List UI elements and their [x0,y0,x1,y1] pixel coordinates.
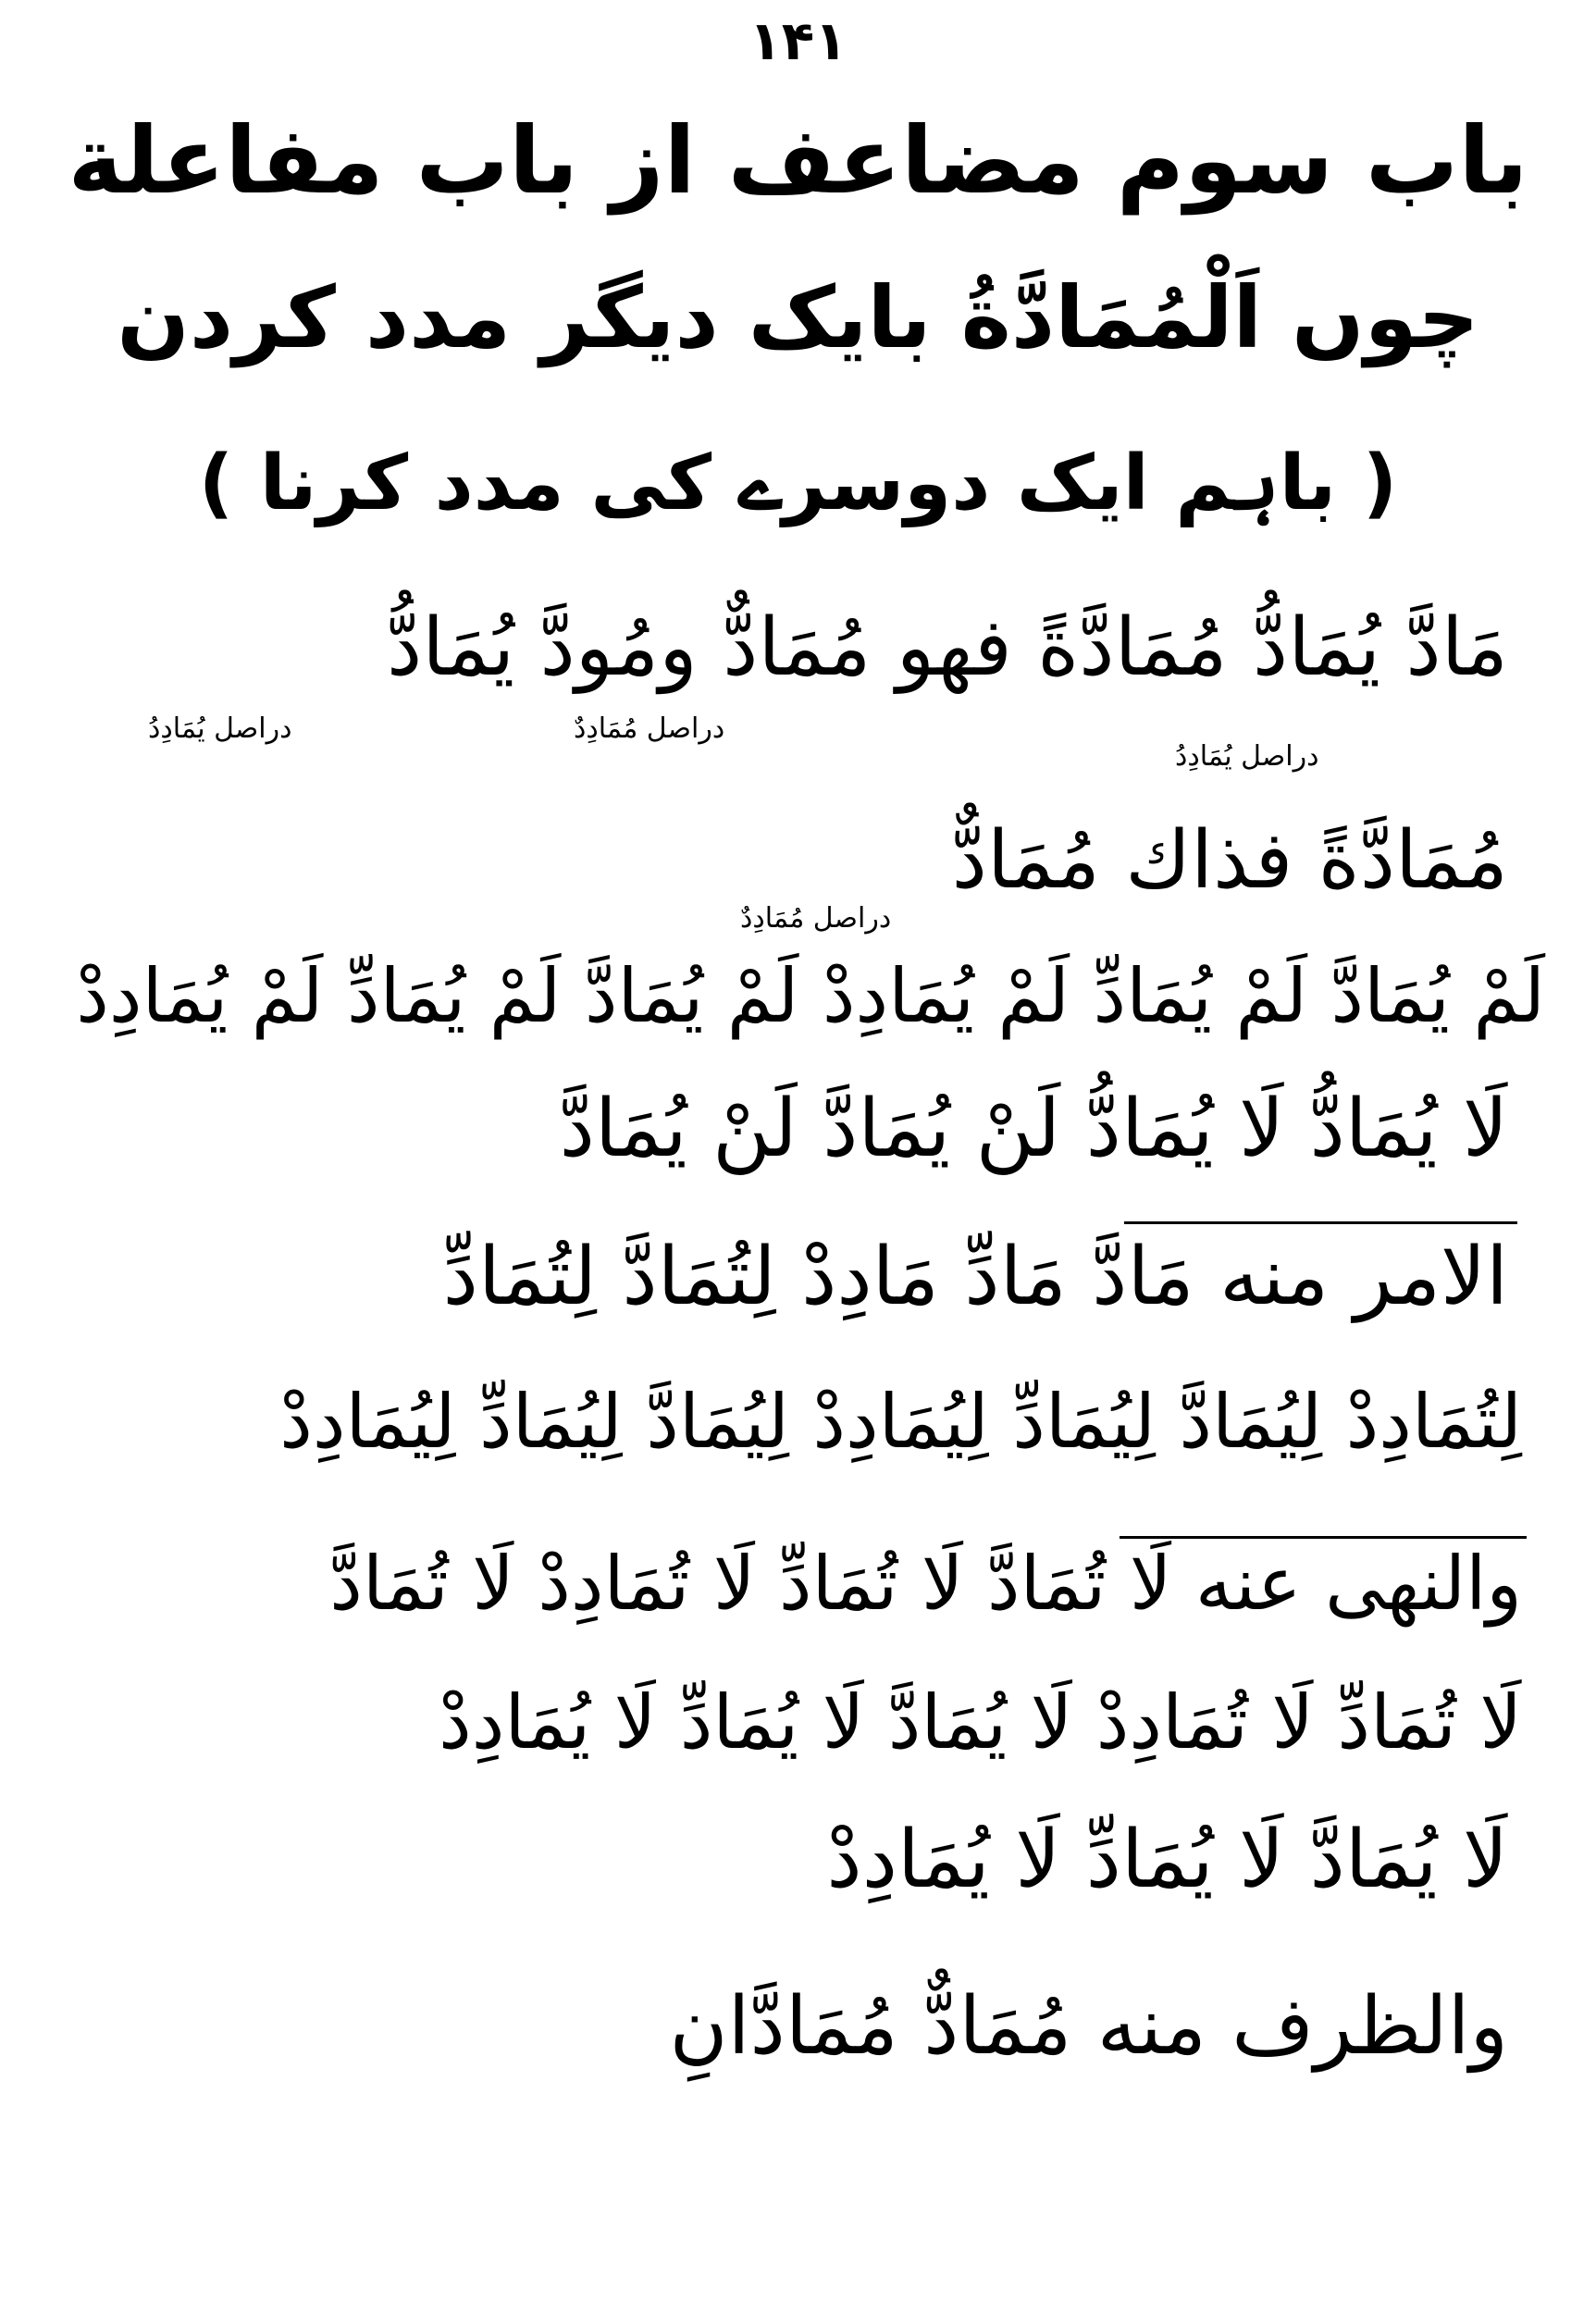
margin-note-4: دراصل مُمَادِدٌ [740,902,892,935]
text-line-6: لِتُمَادِدْ لِيُمَادَّ لِيُمَادِّ لِيُمَادِدْ لِيُمَادَّ لِيُمَادِّ لِيُمَادِدْ [279,1379,1522,1465]
text-line-9: لَا يُمَادَّ لَا يُمَادِّ لَا يُمَادِدْ [826,1814,1508,1906]
text-line-1: مَادَّ يُمَادُّ مُمَادَّةً فهو مُمَادٌّ ومُودَّ يُمَادُّ [386,601,1508,694]
text-line-4: لَا يُمَادُّ لَا يُمَادُّ لَنْ يُمَادَّ لَنْ يُمَادَّ [559,1083,1508,1175]
margin-note-1: دراصل يُمَادِدُ [148,712,292,745]
page-number: ۱۴۱ [749,9,847,72]
text-line-7: والنهى عنه لَا تُمَادَّ لَا تُمَادِّ لَا تُمَادِدْ لَا تُمَادَّ [329,1541,1522,1627]
text-line-8: لَا تُمَادِّ لَا تُمَادِدْ لَا يُمَادَّ لَا يُمَادِّ لَا يُمَادِدْ [439,1679,1522,1765]
text-line-10: والظرف منه مُمَادٌّ مُمَادَّانِ [669,1980,1508,2073]
margin-note-2: دراصل مُمَادِدٌ [574,712,725,745]
chapter-subtitle: چوں اَلْمُمَادَّةُ بایک دیگر مدد کردن [117,268,1479,367]
chapter-translation: ( باہم ایک دوسرے کی مدد کرنا ) [198,440,1398,527]
divider-rule-1 [1124,1221,1517,1224]
text-line-3: لَمْ يُمَادَّ لَمْ يُمَادِّ لَمْ يُمَادِدْ لَمْ يُمَادَّ لَمْ يُمَادِّ لَمْ يُمَادِدْ [76,953,1545,1039]
chapter-title: باب سوم مضاعف از باب مفاعلة [68,106,1528,215]
text-line-5: الامر منه مَادَّ مَادِّ مَادِدْ لِتُمَادَّ لِتُمَادِّ [442,1231,1508,1323]
text-line-2: مُمَادَّةً فذاك مُمَادٌّ [951,814,1508,907]
margin-note-3: دراصل يُمَادِدُ [1175,740,1319,773]
divider-rule-2 [1120,1536,1527,1539]
